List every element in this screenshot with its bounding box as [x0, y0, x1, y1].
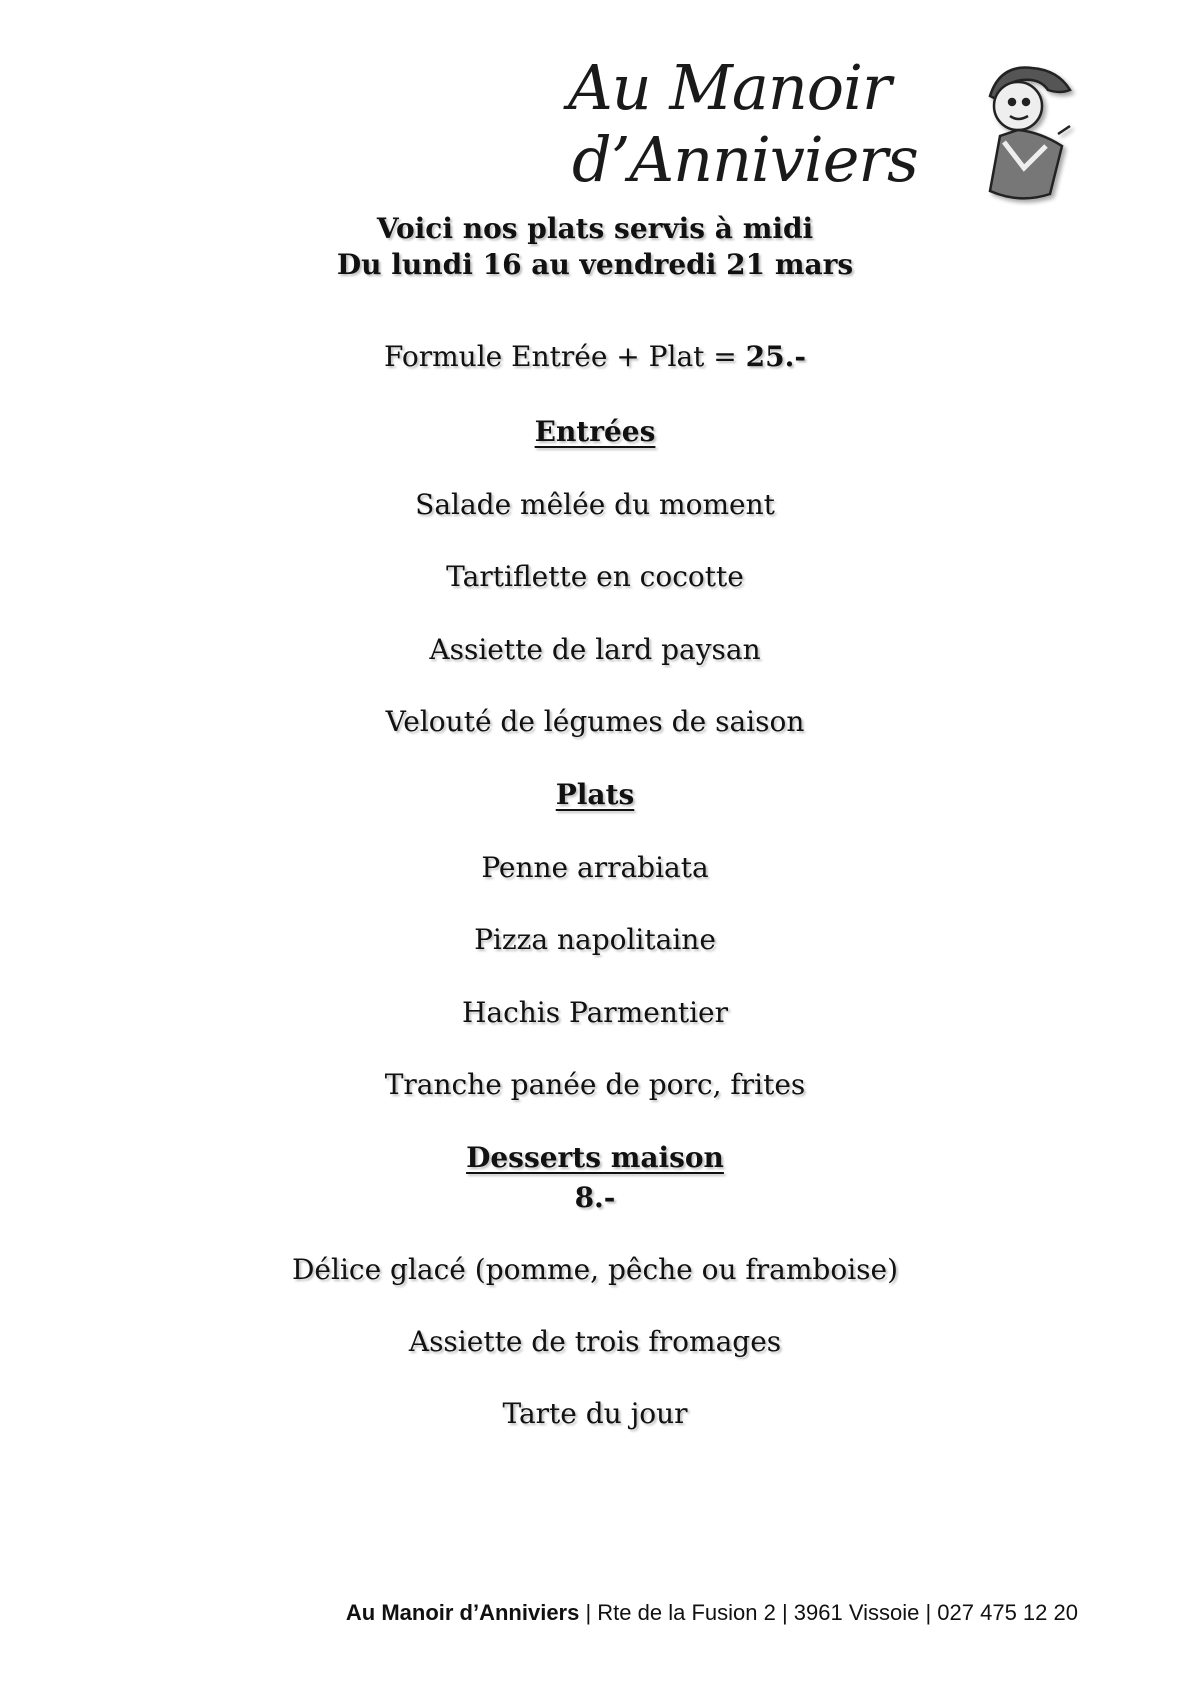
footer-address-phone: | Rte de la Fusion 2 | 3961 Vissoie | 027 475 12 20 — [579, 1600, 1078, 1625]
restaurant-logo-title — [568, 51, 918, 196]
desserts-price: 8.- — [574, 1181, 616, 1214]
menu-item: Tartiflette en cocotte — [446, 560, 744, 593]
formula-line — [0, 340, 1190, 373]
menu-item: Pizza napolitaine — [474, 923, 716, 956]
menu-item: Velouté de légumes de saison — [385, 705, 805, 738]
menu-item: Assiette de trois fromages — [408, 1325, 782, 1358]
section-heading-mains: Plats — [555, 778, 635, 811]
mascot-figure-icon — [970, 56, 1080, 206]
intro-line-1: Voici nos plats servis à midi — [376, 212, 814, 245]
formula-label: Formule Entrée + Plat = — [383, 340, 746, 373]
logo-title-line1: Au Manoir — [568, 51, 891, 124]
footer-restaurant-name: Au Manoir d’Anniviers — [345, 1600, 580, 1625]
section-heading-starters: Entrées — [534, 415, 656, 448]
formula-price: 25.- — [745, 340, 806, 373]
menu-item: Penne arrabiata — [481, 851, 709, 884]
menu-item: Tarte du jour — [502, 1397, 688, 1430]
section-heading-desserts: Desserts maison — [466, 1141, 724, 1174]
menu-item: Assiette de lard paysan — [429, 633, 761, 666]
intro-line-2: Du lundi 16 au vendredi 21 mars — [336, 248, 854, 281]
footer-contact — [346, 1600, 1078, 1626]
logo-title-line2: d’Anniviers — [572, 123, 918, 196]
menu-item: Hachis Parmentier — [461, 996, 729, 1029]
menu-item: Tranche panée de porc, frites — [384, 1068, 806, 1101]
menu-item: Salade mêlée du moment — [415, 488, 775, 521]
menu-item: Délice glacé (pomme, pêche ou framboise) — [291, 1253, 899, 1286]
